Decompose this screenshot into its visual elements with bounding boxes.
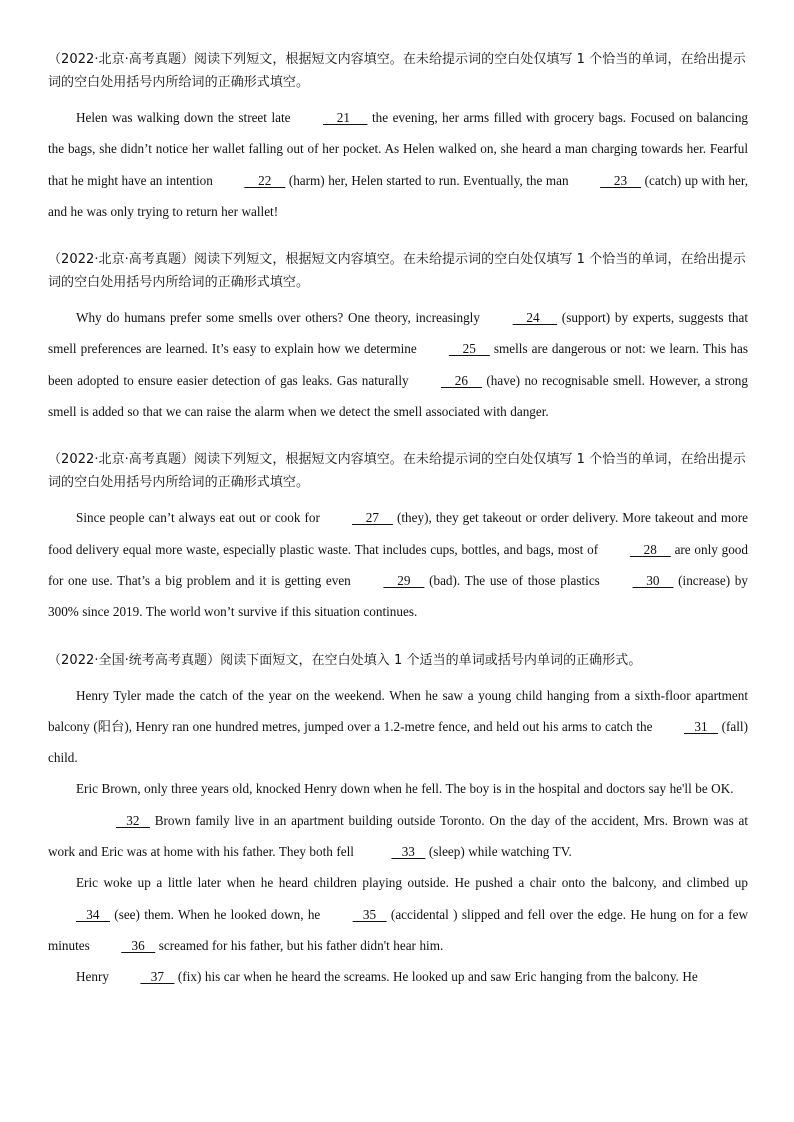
passage-text: Helen was walking down the street late	[76, 110, 295, 125]
answer-blank[interactable]	[572, 165, 641, 196]
exercise-section	[48, 248, 748, 427]
blank-number: 28	[629, 541, 671, 557]
exercise-section	[48, 48, 748, 227]
passage-text: Since people can’t always eat out or cook for	[76, 510, 324, 526]
section-paragraphs	[48, 680, 748, 993]
answer-blank[interactable]	[325, 899, 387, 930]
passage-text: Eric woke up a little later when he heard children playing outside. He pushed a chair onto the balcony, and climbed up	[76, 875, 748, 891]
passage-text: the evening, her arms filled with grocery bags. Focused on balancing the bags, she didn’t notice her wallet falling out of her pocket. As Helen walked on, she heard a man charging towards her. Fearful that he might have an intention	[48, 110, 749, 188]
passage-paragraph	[48, 867, 748, 961]
answer-blank[interactable]	[421, 333, 490, 364]
blank-number: 32	[116, 812, 150, 828]
passage-text: (sleep) while watching TV.	[425, 844, 572, 860]
section-header: （2022·北京·高考真题）阅读下列短文，根据短文内容填空。在未给提示词的空白处仅填写 1 个恰当的单词，在给出提示词的空白处用括号内所给词的正确形式填空。	[48, 252, 746, 291]
blank-number: 24	[512, 310, 558, 326]
blank-number: 23	[600, 172, 642, 188]
passage-text: (bad). The use of those plastics	[424, 572, 605, 588]
passage-paragraph	[48, 680, 748, 774]
exercise-section	[48, 649, 748, 993]
passage-text: Why do humans prefer some smells over others? One theory, increasingly	[76, 310, 485, 326]
answer-blank[interactable]	[355, 565, 424, 596]
blank-number: 33	[391, 844, 426, 860]
blank-number: 27	[351, 510, 393, 526]
passage-paragraph	[48, 102, 748, 227]
passage-paragraph	[48, 502, 748, 627]
passage-text: (increase) by 300% since 2019. The world won’t survive if this situation continues.	[48, 572, 748, 620]
answer-blank[interactable]	[82, 805, 150, 836]
blank-number: 26	[441, 372, 482, 388]
passage-text: (they), they get takeout or order delivery. More takeout and more food delivery equal more waste, especially plastic waste. That includes cups, bottles, and bags, most of	[48, 510, 748, 557]
answer-blank[interactable]	[602, 534, 671, 565]
passage-text: (harm) her, Helen started to run. Eventually, the man	[285, 172, 573, 188]
passage-text: (see) them. When he looked down, he	[109, 906, 325, 922]
section-paragraphs	[48, 502, 748, 627]
passage-paragraph	[48, 302, 748, 427]
section-header: （2022·北京·高考真题）阅读下列短文，根据短文内容填空。在未给提示词的空白处仅填写 1 个恰当的单词，在给出提示词的空白处用括号内所给词的正确形式填空。	[48, 452, 746, 491]
answer-blank[interactable]	[48, 899, 110, 930]
document-page	[48, 48, 748, 993]
blank-number: 30	[632, 572, 674, 588]
passage-text: (support) by experts, suggests that smell preferences are learned. It’s easy to explain how we determine	[48, 310, 748, 357]
answer-blank[interactable]	[357, 836, 425, 867]
blank-number: 37	[140, 969, 175, 985]
blank-number: 31	[684, 718, 719, 734]
answer-blank[interactable]	[324, 502, 393, 533]
answer-blank[interactable]	[216, 165, 285, 196]
passage-text: smells are dangerous or not: we learn. This has been adopted to ensure easier detection of gas leaks. Gas naturally	[48, 341, 748, 388]
answer-blank[interactable]	[485, 302, 557, 333]
section-paragraphs	[48, 302, 748, 427]
blank-number: 22	[244, 172, 286, 188]
blank-number: 29	[383, 572, 425, 588]
passage-text: are only good for one use. That’s a big problem and it is getting even	[48, 541, 748, 588]
answer-blank[interactable]	[413, 365, 482, 396]
passage-text: (fix) his car when he heard the screams. He looked up and saw Eric hanging from the balcony. He	[174, 969, 698, 985]
blank-number: 35	[352, 906, 387, 922]
passage-text: (fall) child.	[48, 718, 748, 766]
answer-blank[interactable]	[93, 930, 155, 961]
blank-number: 34	[76, 906, 110, 922]
answer-blank[interactable]	[112, 961, 174, 992]
section-paragraphs	[48, 102, 748, 227]
passage-paragraph	[48, 961, 748, 992]
answer-blank[interactable]	[605, 565, 674, 596]
passage-text: Eric Brown, only three years old, knocked Henry down when he fell. The boy is in the hospital and doctors say he'll be OK.	[76, 781, 734, 797]
section-header: （2022·全国·统考高考真题）阅读下面短文，在空白处填入 1 个适当的单词或括号内单词的正确形式。	[48, 652, 642, 668]
passage-text: (have) no recognisable smell. However, a strong smell is added so that we can raise the alarm when we detect the smell associated with danger.	[48, 372, 748, 420]
section-header: （2022·北京·高考真题）阅读下列短文，根据短文内容填空。在未给提示词的空白处仅填写 1 个恰当的单词，在给出提示词的空白处用括号内所给词的正确形式填空。	[48, 52, 746, 90]
passage-paragraph	[48, 773, 748, 804]
passage-text: Henry Tyler made the catch of the year on the weekend. When he saw a young child hanging from a sixth-floor apartment balcony (阳台), Henry ran one hundred metres, jumped over a 1.2-metre fence, and held out his arms to catch the	[48, 687, 748, 734]
blank-number: 21	[323, 110, 368, 125]
passage-text: Henry	[76, 969, 113, 985]
blank-number: 36	[121, 937, 156, 953]
passage-paragraph	[48, 805, 748, 868]
passage-text: Brown family live in an apartment building outside Toronto. On the day of the accident, Mrs. Brown was at work and Eric was at home with his father. They both fell	[48, 812, 748, 860]
passage-text: (catch) up with her, and he was only trying to return her wallet!	[48, 172, 749, 219]
exercise-section	[48, 448, 748, 627]
passage-text: (accidental ) slipped and fell over the edge. He hung on for a few minutes	[48, 906, 748, 953]
answer-blank[interactable]	[656, 711, 718, 742]
passage-text: screamed for his father, but his father didn't hear him.	[155, 937, 444, 953]
answer-blank[interactable]	[295, 102, 367, 133]
blank-number: 25	[448, 341, 490, 357]
